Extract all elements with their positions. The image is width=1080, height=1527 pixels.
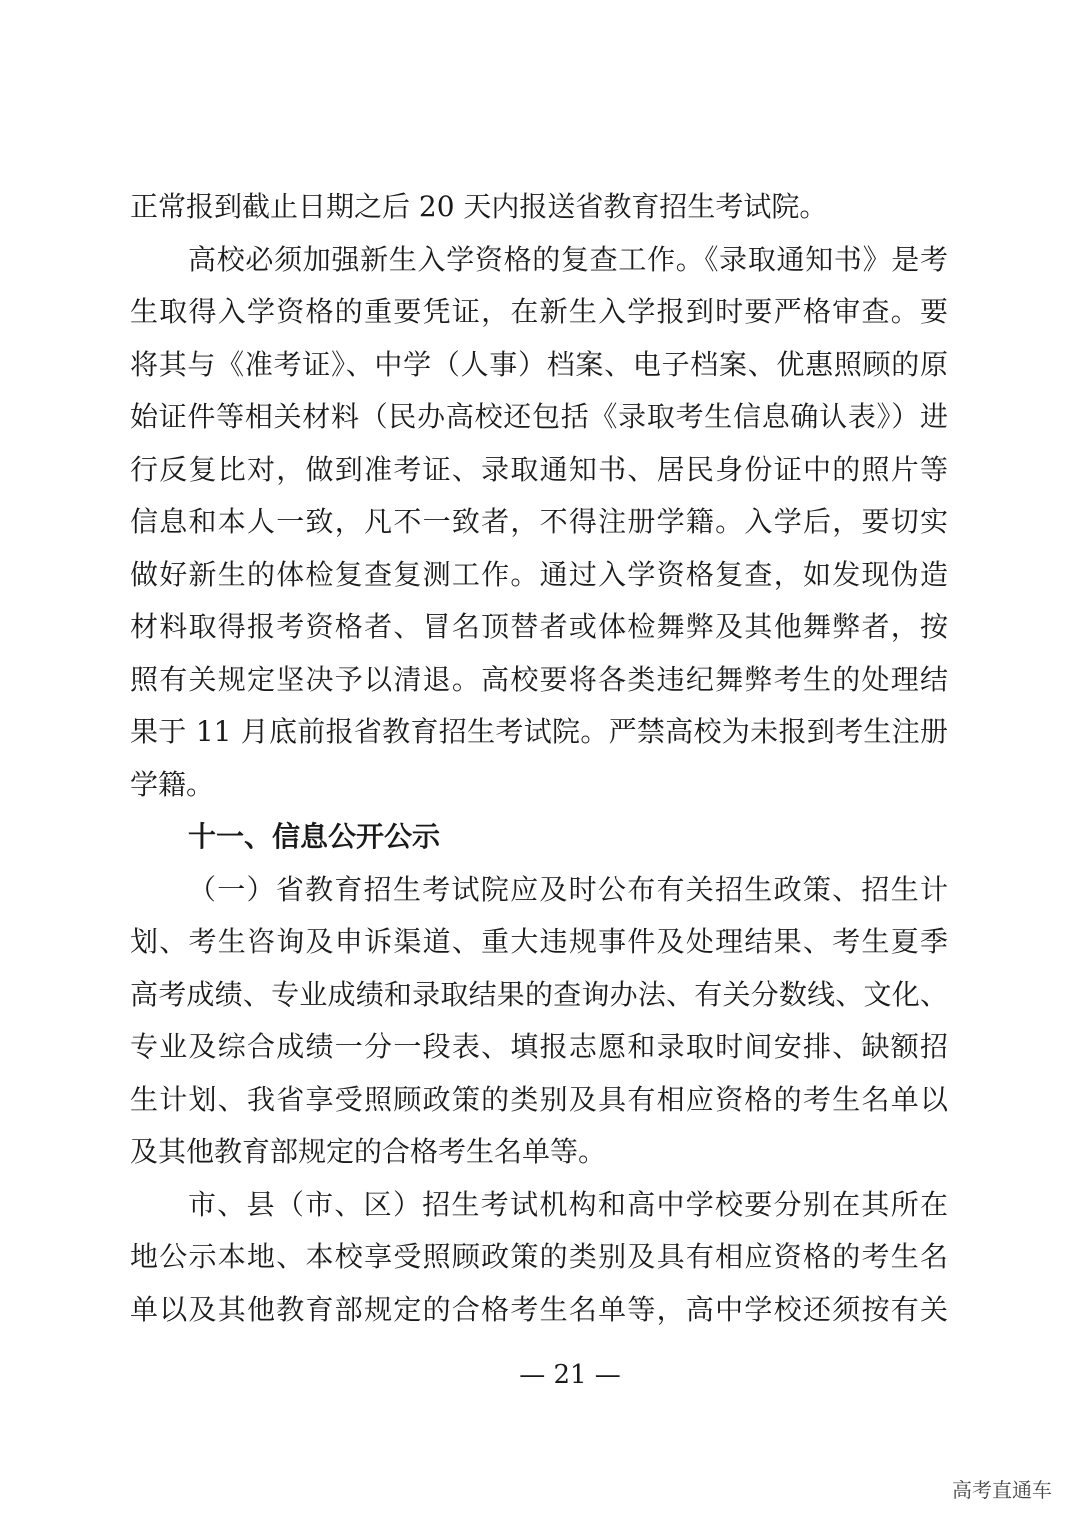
text-line: 做好新生的体检复查复测工作。通过入学资格复查，如发现伪造 (130, 557, 948, 591)
watermark: 高考直通车 (952, 1478, 1052, 1502)
text-line: 学籍。 (130, 767, 215, 801)
text-line: 高考成绩、专业成绩和录取结果的查询办法、有关分数线、文化、 (130, 977, 948, 1011)
text-line: 高校必须加强新生入学资格的复查工作。《录取通知书》是考 (188, 242, 948, 276)
text-line: 将其与《准考证》、中学（人事）档案、电子档案、优惠照顾的原 (130, 347, 948, 381)
text-line: 始证件等相关材料（民办高校还包括《录取考生信息确认表》）进 (130, 400, 948, 433)
text-line: 市、县（市、区）招生考试机构和高中学校要分别在其所在 (188, 1187, 948, 1221)
text-line: 正常报到截止日期之后 20 天内报送省教育招生考试院。 (130, 190, 828, 223)
text-line: 生计划、我省享受照顾政策的类别及具有相应资格的考生名单以 (130, 1082, 948, 1116)
page-number: — 21 — (519, 1360, 621, 1390)
document-body (130, 184, 948, 1339)
text-line: 划、考生咨询及申诉渠道、重大违规事件及处理结果、考生夏季 (130, 925, 948, 958)
text-line: 材料取得报考资格者、冒名顶替者或体检舞弊及其他舞弊者，按 (130, 610, 948, 643)
section-heading: 十一、信息公开公示 (188, 820, 441, 853)
text-line: 信息和本人一致，凡不一致者，不得注册学籍。入学后，要切实 (130, 505, 948, 538)
text-line: （一）省教育招生考试院应及时公布有关招生政策、招生计 (188, 872, 948, 906)
text-line: 单以及其他教育部规定的合格考生名单等，高中学校还须按有关 (130, 1292, 948, 1326)
text-line: 专业及综合成绩一分一段表、填报志愿和录取时间安排、缺额招 (130, 1030, 948, 1063)
text-line: 生取得入学资格的重要凭证，在新生入学报到时要严格审查。要 (130, 295, 948, 328)
text-line: 果于 11 月底前报省教育招生考试院。严禁高校为未报到考生注册 (130, 715, 948, 748)
text-line: 及其他教育部规定的合格考生名单等。 (130, 1135, 607, 1168)
text-line: 照有关规定坚决予以清退。高校要将各类违纪舞弊考生的处理结 (130, 662, 948, 696)
text-line: 行反复比对，做到准考证、录取通知书、居民身份证中的照片等 (130, 452, 948, 486)
text-line: 地公示本地、本校享受照顾政策的类别及具有相应资格的考生名 (130, 1240, 948, 1273)
